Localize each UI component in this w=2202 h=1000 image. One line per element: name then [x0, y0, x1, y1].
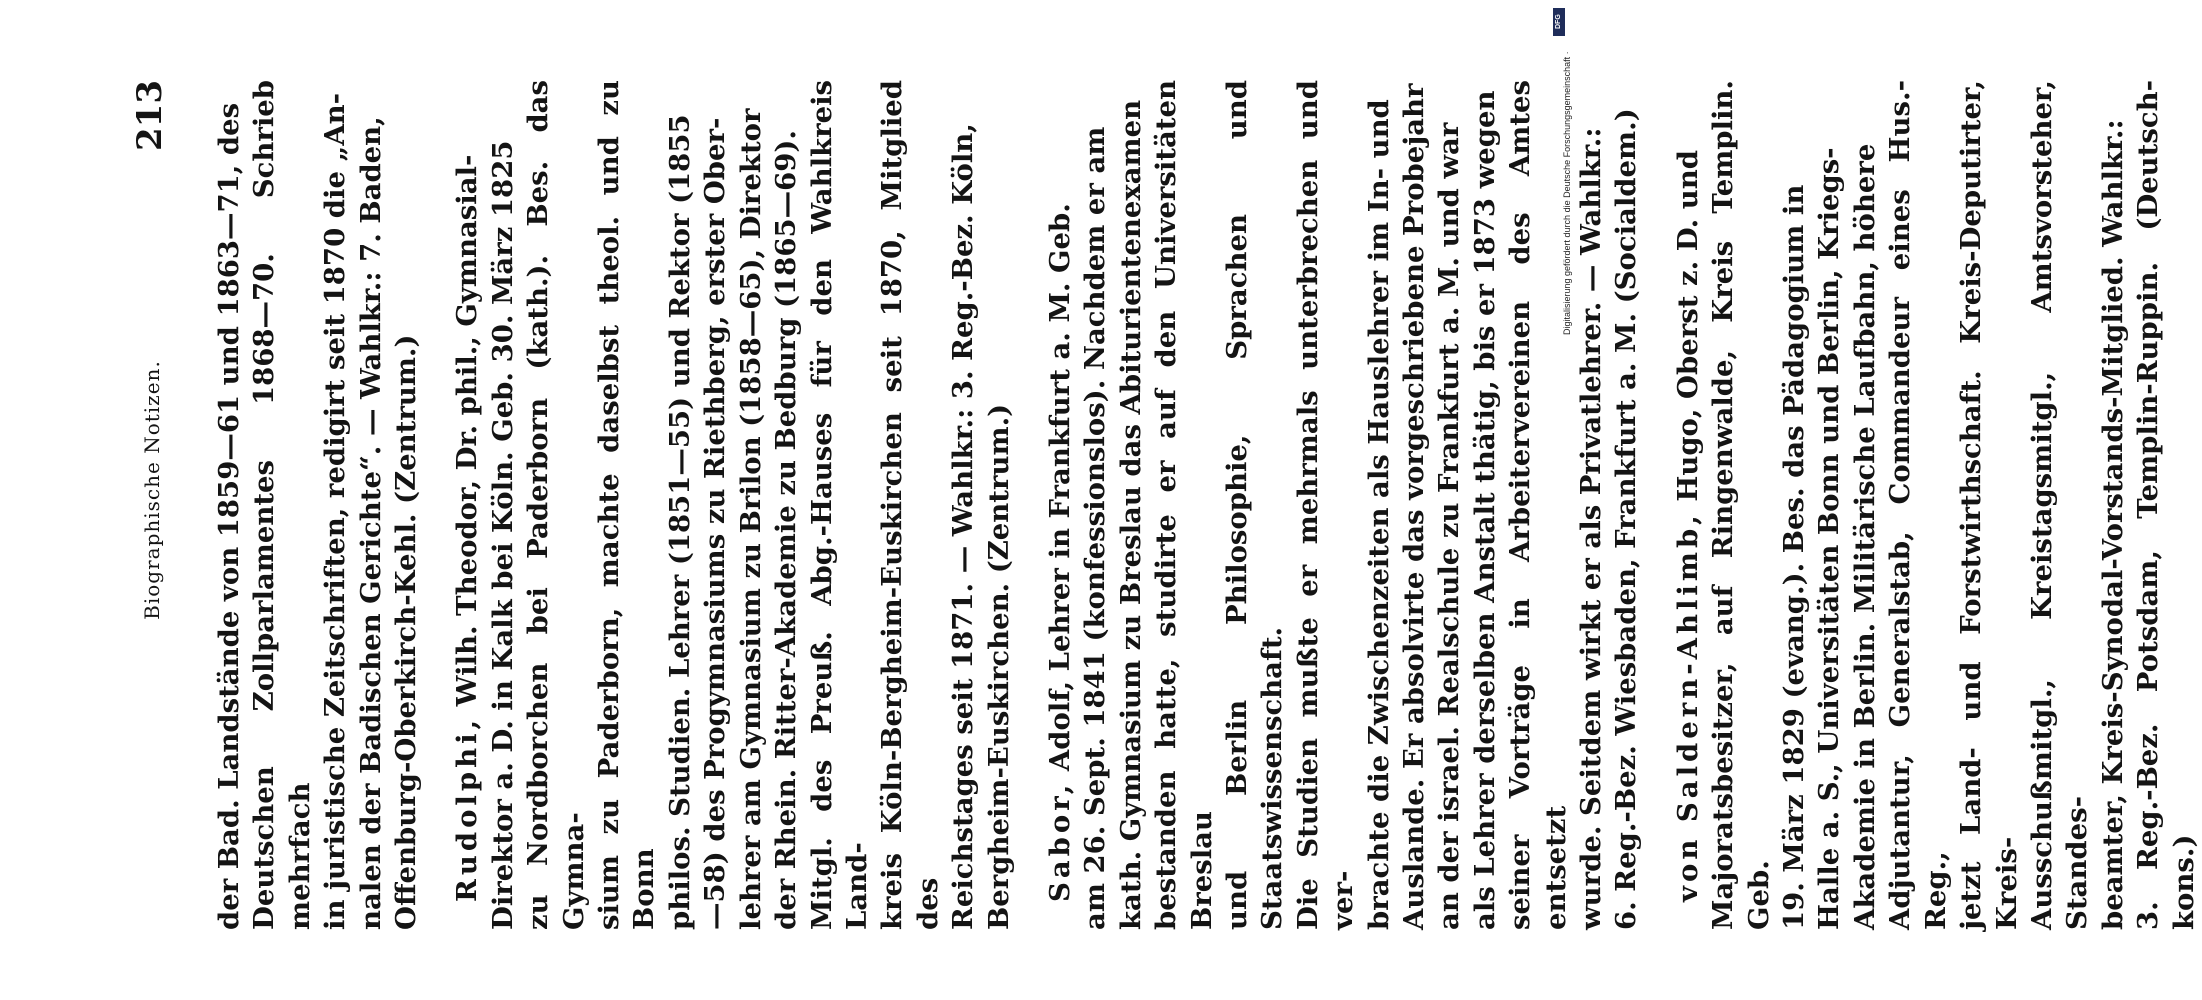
biography-entry-sabor: [1043, 80, 1645, 930]
text-line: Majoratsbesitzer, auf Ringenwalde, Kreis Templin. Geb.: [1707, 80, 1775, 930]
text-line: als Lehrer derselben Anstalt thätig, bis er 1873 wegen: [1468, 90, 1501, 930]
dfg-logo: DFG: [1553, 8, 1565, 36]
text-line: beamter, Kreis-Synodal-Vorstands-Mitglied. Wahlkr.:: [2096, 119, 2129, 930]
text-line: kath. Gymnasium zu Breslau das Abiturientenexamen: [1114, 99, 1147, 930]
biography-entry-saldern-ahlimb: [1671, 80, 2202, 930]
text-line: wurde. Seitdem wirkt er als Privatlehrer. — Wahlkr.:: [1575, 127, 1608, 930]
text-line: am 26. Sept. 1841 (konfessionslos). Nachdem er am: [1079, 126, 1112, 930]
text-line: an der israel. Realschule zu Frankfurt a. M. und war: [1433, 122, 1466, 930]
text-line: Mitgl. des Preuß. Abg.-Hauses für den Wahlkreis Land-: [805, 80, 873, 930]
running-title: Biographische Notizen.: [140, 360, 164, 620]
text-line: Halle a. S., Universitäten Bonn und Berlin, Kriegs-: [1813, 147, 1846, 930]
text-line: Die Studien mußte er mehrmals unterbrechen und ver-: [1291, 80, 1360, 930]
entry-first-line: [1671, 80, 1706, 930]
text-line: 6. Reg.-Bez. Wiesbaden, Frankfurt a. M. (Socialdem.): [1610, 108, 1643, 930]
book-page: [130, 80, 2200, 930]
text-line: Adjutantur, Generalstab, Commandeur eines Hus.-Reg.,: [1884, 80, 1952, 930]
text-line: Deutschen Zollparlamentes 1868—70. Schrieb mehrfach: [248, 80, 316, 930]
text-line: kreis Köln-Bergheim-Euskirchen seit 1870, Mitglied des: [876, 80, 944, 930]
text-line: brachte die Zwischenzeiten als Hauslehrer im In- und: [1362, 99, 1395, 930]
person-name: von Saldern-Ahlimb,: [1671, 511, 1704, 902]
text-line: in juristische Zeitschriften, redigirt seit 1870 die „An-: [319, 92, 352, 930]
page-number: 213: [130, 80, 170, 151]
text-line: Hugo, Oberst z. D. und: [1671, 150, 1704, 502]
text-line: 19. März 1829 (evang.). Bes. das Pädagogium in: [1778, 184, 1811, 930]
text-line: bestanden hatte, studirte er auf den Universitäten Breslau: [1150, 80, 1218, 930]
text-line: Akademie in Berlin. Militärische Laufbahn, höhere: [1848, 143, 1881, 930]
text-line: philos. Studien. Lehrer (1851—55) und Rektor (1855: [663, 114, 696, 930]
text-line: Bergheim-Euskirchen. (Zentrum.): [982, 403, 1015, 930]
text-line: und Berlin Philosophie, Sprachen und Staatswissenschaft.: [1220, 80, 1289, 930]
text-line: der Rhein. Ritter-Akademie zu Bedburg (1865—69).: [770, 130, 803, 930]
text-line: 3. Reg.-Bez. Potsdam, Templin-Ruppin. (Deutsch-kons.): [2132, 80, 2200, 930]
text-line: Auslande. Er absolvirte das vorgeschriebene Probejahr: [1398, 83, 1430, 930]
text-line: Adolf, Lehrer in Frankfurt a. M. Geb.: [1043, 203, 1076, 772]
running-head: [130, 80, 186, 900]
text-line: Direktor a. D. in Kalk bei Köln. Geb. 30. März 1825: [486, 140, 519, 930]
text-line: zu Nordborchen bei Paderborn (kath.). Bes. das Gymna-: [522, 80, 590, 930]
digitization-credit: Digitalisierung gefördert durch die Deutsche Forschungsgemeinschaft ·: [1562, 51, 1572, 335]
text-line: jetzt Land- und Forstwirthschaft. Kreis-Deputirter, Kreis-: [1955, 80, 2023, 930]
person-name: Rudolphi,: [451, 715, 484, 902]
text-line: Wilh. Theodor, Dr. phil., Gymnasial-: [451, 154, 484, 707]
entry-first-line: [1043, 80, 1078, 930]
text-line: seiner Vorträge in Arbeitervereinen des Amtes entsetzt: [1504, 80, 1572, 930]
text-line: nalen der Badischen Gerichte“. — Wahlkr.: 7. Baden,: [354, 116, 387, 930]
body-text: [212, 80, 2202, 930]
biography-entry-continuation: [212, 80, 424, 930]
text-line: sium zu Paderborn, machte daselbst theol. und zu Bonn: [593, 80, 661, 930]
text-line: Reichstages seit 1871. — Wahlkr.: 3. Reg.-Bez. Köln,: [947, 123, 980, 930]
biography-entry-rudolphi: [450, 80, 1017, 930]
text-line: lehrer am Gymnasium zu Brilon (1858—65), Direktor: [734, 108, 767, 930]
text-line: Offenburg-Oberkirch-Kehl. (Zentrum.): [390, 334, 423, 930]
text-line: Ausschußmitgl., Kreistagsmitgl., Amtsvorsteher, Standes-: [2025, 80, 2094, 930]
text-line: der Bad. Landstände von 1859—61 und 1863—71, des: [213, 102, 245, 930]
person-name: Sabor,: [1043, 780, 1076, 902]
entry-first-line: [450, 80, 485, 930]
text-line: —58) des Progymnasiums zu Riethberg, erster Ober-: [699, 117, 732, 930]
